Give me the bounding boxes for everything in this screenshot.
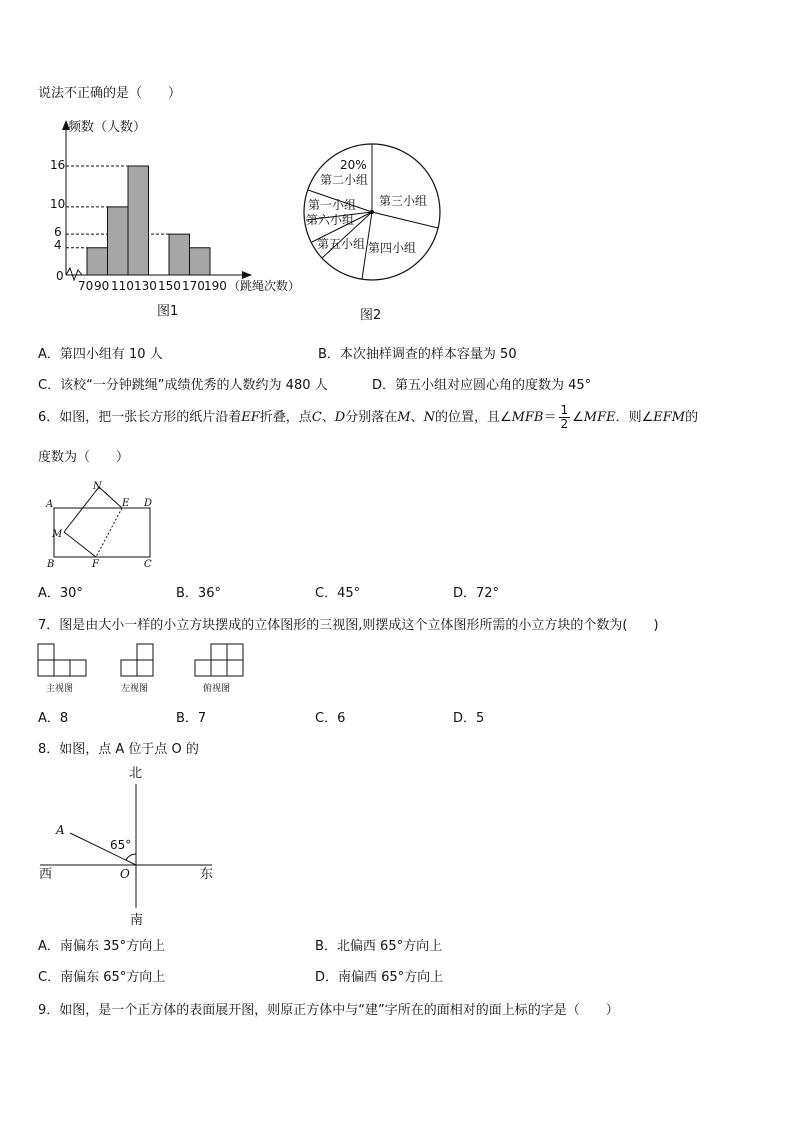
- q8-stem: 8．如图，点 A 位于点 O 的: [38, 742, 199, 757]
- pie-label-group5: 第五小组: [317, 237, 366, 251]
- q6-m: M: [397, 410, 411, 425]
- x-tick-110: 110: [111, 279, 134, 293]
- x-tick-150: 150: [158, 279, 181, 293]
- pie-label-pct: 20%: [340, 158, 367, 172]
- histogram-bar-130-150: [128, 166, 149, 275]
- q6-text: 的位置，且∠: [434, 410, 512, 425]
- rectangle-paper: [54, 508, 150, 557]
- q6-n: N: [423, 410, 435, 425]
- q5-option-c: C．该校“一分钟跳绳”成绩优秀的人数约为 480 人: [38, 378, 328, 393]
- q5-option-b: B．本次抽样调查的样本容量为 50: [318, 347, 517, 362]
- q6-sep: 、: [321, 410, 335, 425]
- q7-option-d: D．5: [453, 711, 485, 726]
- fraction-numerator: 1: [560, 403, 569, 417]
- west-label: 西: [39, 867, 53, 882]
- q6-mfb: MFB: [511, 410, 544, 425]
- q5-option-a: A．第四小组有 10 人: [38, 347, 163, 362]
- histogram-y-title: 频数（人数）: [68, 120, 147, 135]
- q5-option-d: D．第五小组对应圆心角的度数为 45°: [372, 378, 592, 393]
- q6-stem-line1: [38, 403, 698, 433]
- pie-divider: [372, 212, 438, 228]
- fold-figure: [40, 478, 170, 573]
- q6-c: C: [311, 410, 322, 425]
- histogram-bar-90-110: [87, 248, 108, 275]
- q7-stem: 7．图是由大小一样的小立方块摆成的立体图形的三视图,则摆成这个立体图形所需的小立方块的个数为( ): [38, 618, 659, 633]
- q8-option-b: B．北偏西 65°方向上: [315, 939, 443, 954]
- label-d: D: [144, 498, 153, 509]
- q7-option-a: A．8: [38, 711, 69, 726]
- q6-sep: 、: [410, 410, 424, 425]
- q6-option-c: C．45°: [315, 586, 361, 601]
- q6-option-a: A．30°: [38, 586, 83, 601]
- q5-stem-tail: 说法不正确的是（ ）: [38, 86, 182, 101]
- pie-center: [370, 210, 374, 214]
- fold-line-ef: [96, 508, 122, 557]
- x-tick-190: 190: [204, 279, 227, 293]
- label-m: M: [52, 529, 63, 540]
- x-tick-90: 90: [94, 279, 110, 293]
- histogram-bar-190-210: [190, 248, 211, 275]
- label-e: E: [122, 498, 130, 509]
- front-view-label: 主视图: [46, 684, 74, 694]
- q6-eq: ＝: [543, 410, 557, 425]
- histogram-x-arrow: [242, 271, 252, 279]
- label-f: F: [92, 559, 99, 570]
- q7-option-c: C．6: [315, 711, 346, 726]
- label-a: A: [46, 499, 54, 510]
- q6-efm: EFM: [653, 410, 686, 425]
- label-c: C: [144, 559, 152, 570]
- y-tick-16: 16: [50, 158, 66, 172]
- pie-label-group2: 第二小组: [320, 173, 369, 187]
- left-view: [121, 644, 153, 676]
- label-n: N: [93, 481, 102, 492]
- q6-stem-line2: 度数为（ ）: [38, 450, 130, 465]
- pie-label-group6: 第六小组: [306, 213, 355, 227]
- label-b: B: [47, 559, 55, 570]
- top-view-label: 俯视图: [203, 684, 231, 694]
- left-view-label: 左视图: [121, 684, 149, 694]
- fold-edge-mf: [64, 532, 96, 557]
- point-a-label: A: [56, 823, 65, 837]
- x-tick-70: 70: [78, 279, 94, 293]
- y-tick-0: 0: [56, 269, 64, 283]
- q6-text: 折叠，点: [259, 410, 312, 425]
- y-tick-4: 4: [54, 238, 62, 252]
- y-tick-6: 6: [54, 225, 62, 239]
- angle-arc: [126, 854, 136, 860]
- q6-d: D: [334, 410, 346, 425]
- compass-figure: [36, 762, 226, 930]
- y-tick-10: 10: [50, 197, 66, 211]
- q6-text: 的: [685, 410, 699, 425]
- q6-text: 6．如图，把一张长方形的纸片沿着: [38, 410, 242, 425]
- q6-option-b: B．36°: [176, 586, 221, 601]
- top-view: [195, 644, 243, 676]
- q9-stem: 9．如图，是一个正方体的表面展开图，则原正方体中与“建”字所在的面相对的面上标的字是（ ）: [38, 1003, 619, 1018]
- q6-text: ．则∠: [615, 410, 654, 425]
- q6-option-d: D．72°: [453, 586, 500, 601]
- fraction-denominator: 2: [560, 417, 569, 431]
- figure2-caption: 图2: [360, 308, 382, 323]
- three-views-figure: [36, 640, 266, 698]
- q6-fraction: [559, 404, 571, 431]
- q8-option-a: A．南偏东 35°方向上: [38, 939, 166, 954]
- north-label: 北: [129, 766, 143, 781]
- q6-text: 分别落在: [345, 410, 398, 425]
- front-view: [38, 644, 86, 676]
- fold-edge-nm: [64, 487, 99, 532]
- q6-ef: EF: [241, 410, 260, 425]
- pie-figure: [300, 140, 450, 325]
- q8-option-c: C．南偏东 65°方向上: [38, 970, 166, 985]
- q8-option-d: D．南偏西 65°方向上: [315, 970, 444, 985]
- fold-edge-ne: [99, 487, 122, 508]
- q6-angle-sign: ∠: [572, 410, 584, 425]
- figure1-caption: 图1: [157, 304, 179, 319]
- histogram-x-title: （跳绳次数）: [228, 279, 301, 293]
- histogram-bar-110-130: [108, 207, 129, 275]
- pie-label-group3: 第三小组: [379, 194, 428, 208]
- x-tick-130: 130: [134, 279, 157, 293]
- east-label: 东: [200, 867, 214, 882]
- q7-option-b: B．7: [176, 711, 207, 726]
- x-tick-170: 170: [182, 279, 205, 293]
- south-label: 南: [130, 913, 144, 928]
- histogram-figure: [30, 112, 320, 327]
- angle-label: 65°: [110, 838, 132, 852]
- pie-label-group4: 第四小组: [368, 241, 417, 255]
- histogram-bars: [87, 166, 210, 275]
- histogram-bar-170-190: [169, 234, 190, 275]
- pie-label-group1: 第一小组: [308, 198, 357, 212]
- q6-mfe: MFE: [583, 410, 616, 425]
- point-o-label: O: [120, 867, 130, 881]
